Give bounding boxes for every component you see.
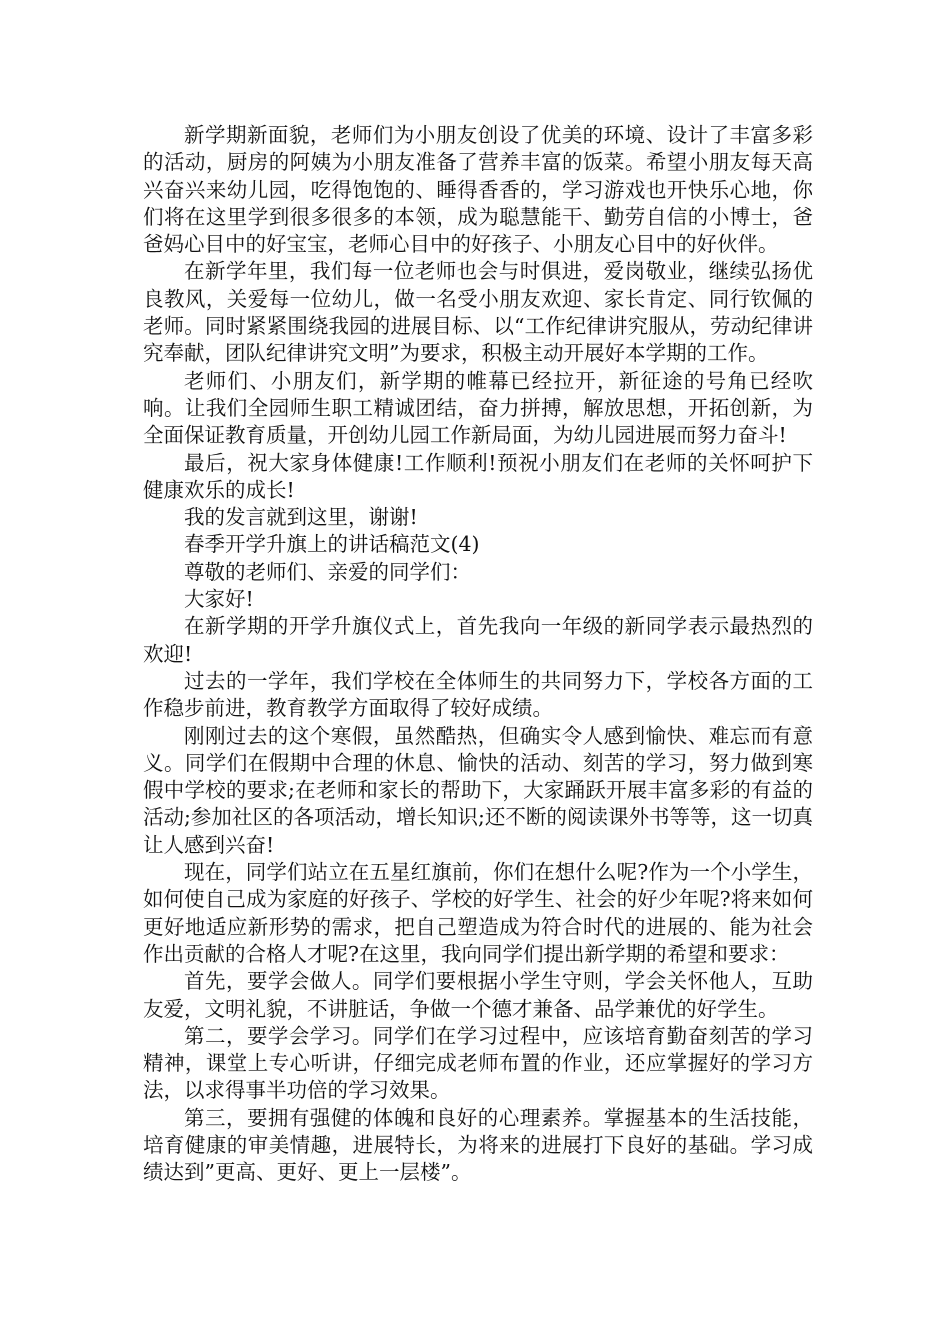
paragraph: 老师们、小朋友们，新学期的帷幕已经拉开，新征途的号角已经吹响。让我们全园师生职工精诚团结，奋力拼搏，解放思想，开拓创新，为全面保证教育质量，开创幼儿园工作新局面，为幼儿园进展而努力奋斗! — [143, 368, 813, 448]
salutation: 尊敬的老师们、亲爱的同学们： — [184, 559, 471, 584]
paragraph: 刚刚过去的这个寒假，虽然酷热，但确实令人感到愉快、难忘而有意义。同学们在假期中合理的休息、愉快的活动、刻苦的学习，努力做到寒假中学校的要求;在老师和家长的帮助下，大家踊跃开展丰富多彩的有益的活动;参加社区的各项活动，增长知识;还不断的阅读课外书等等，这一切真让人感到兴奋! — [143, 723, 813, 857]
paragraph: 现在，同学们站立在五星红旗前，你们在想什么呢?作为一个小学生，如何使自己成为家庭的好孩子、学校的好学生、社会的好少年呢?将来如何更好地适应新形势的需求，把自己塑造成为符合时代的进展的、能为社会作出贡献的合格人才呢?在这里，我向同学们提出新学期的希望和要求： — [143, 860, 813, 966]
paragraph: 新学期新面貌，老师们为小朋友创设了优美的环境、设计了丰富多彩的活动，厨房的阿姨为小朋友准备了营养丰富的饭菜。希望小朋友每天高兴奋兴来幼儿园，吃得饱饱的、睡得香香的，学习游戏也开快乐心地，你们将在这里学到很多很多的本领，成为聪慧能干、勤劳自信的小博士，爸爸妈心目中的好宝宝，老师心目中的好孩子、小朋友心目中的好伙伴。 — [143, 123, 813, 257]
paragraph: 第二，要学会学习。同学们在学习过程中，应该培育勤奋刻苦的学习精神，课堂上专心听讲，仔细完成老师布置的作业，还应掌握好的学习方法，以求得事半功倍的学习效果。 — [143, 1023, 813, 1103]
paragraph: 过去的一学年，我们学校在全体师生的共同努力下，学校各方面的工作稳步前进，教育教学方面取得了较好成绩。 — [143, 668, 813, 721]
paragraph: 在新学期的开学升旗仪式上，首先我向一年级的新同学表示最热烈的欢迎! — [143, 614, 813, 666]
section-title: 春季开学升旗上的讲话稿范文(4) — [184, 532, 480, 557]
paragraph: 首先，要学会做人。同学们要根据小学生守则，学会关怀他人，互助友爱，文明礼貌，不讲脏话，争做一个德才兼备、品学兼优的好学生。 — [143, 969, 813, 1021]
paragraph: 在新学年里，我们每一位老师也会与时俱进，爱岗敬业，继续弘扬优良教风，关爱每一位幼儿，做一名受小朋友欢迎、家长肯定、同行钦佩的老师。同时紧紧围绕我园的进展目标、以“工作纪律讲究服从，劳动纪律讲究奉献，团队纪律讲究文明”为要求，积极主动开展好本学期的工作。 — [143, 259, 813, 366]
document-body — [143, 122, 813, 1187]
paragraph: 最后，祝大家身体健康!工作顺利!预祝小朋友们在老师的关怀呵护下健康欢乐的成长! — [143, 450, 813, 502]
greeting: 大家好! — [184, 587, 254, 612]
paragraph: 我的发言就到这里，谢谢! — [184, 505, 418, 530]
paragraph: 第三，要拥有强健的体魄和良好的心理素养。掌握基本的生活技能，培育健康的审美情趣，进展特长，为将来的进展打下良好的基础。学习成绩达到”更高、更好、更上一层楼”。 — [143, 1105, 813, 1185]
